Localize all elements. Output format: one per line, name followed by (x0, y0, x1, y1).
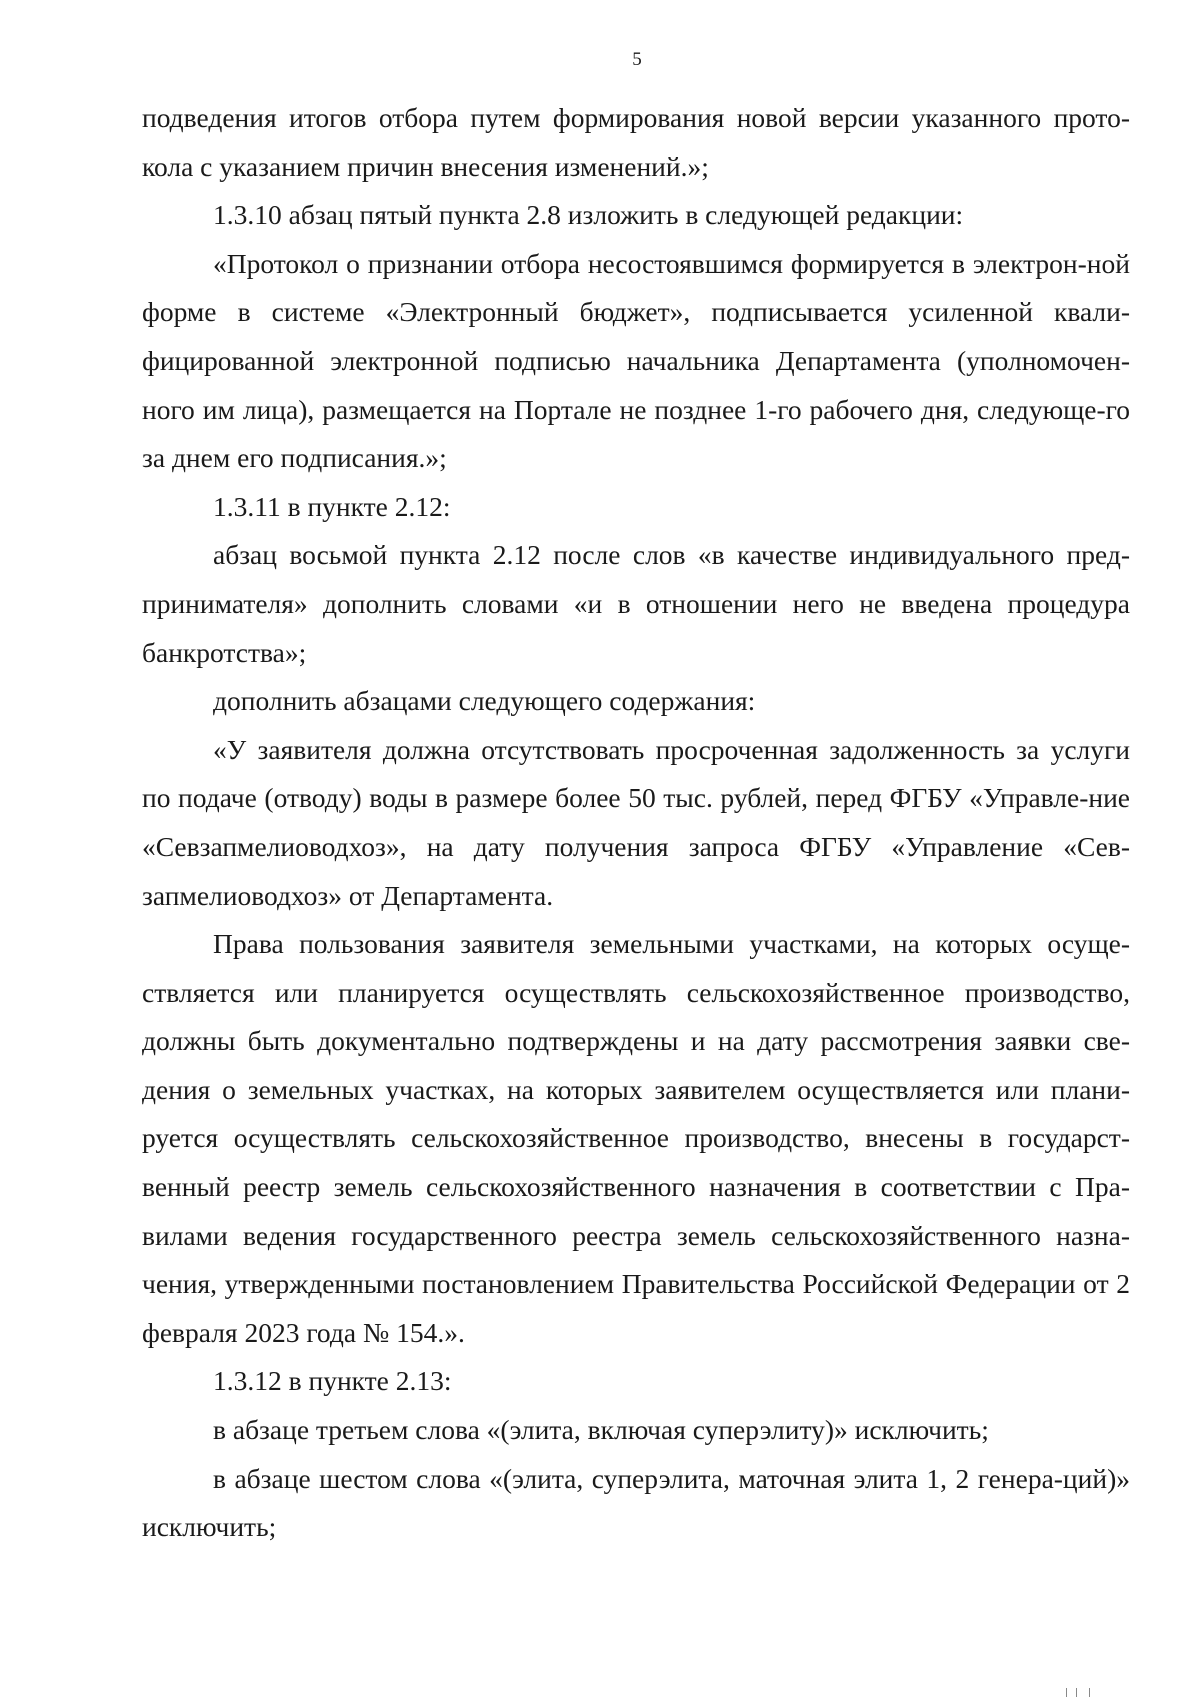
paragraph-quote-protocol: «Протокол о признании отбора несостоявшимся формируется в электрон-ной форме в системе «Электронный бюджет», подписывается усиленной квали-фицированной электронной подписью начальника Департамента (уполномочен-ного им лица), размещается на Портале не позднее 1-го рабочего дня, следующе-го за днем его подписания.»; (142, 247, 1130, 474)
scan-mark (1066, 1688, 1090, 1697)
paragraph-item-1-3-12: 1.3.12 в пункте 2.13: (213, 1365, 452, 1397)
paragraph-quote-debt: «У заявителя должна отсутствовать просроченная задолженность за услуги по подаче (отводу) воды в размере более 50 тыс. рублей, перед ФГБУ «Управле-ние «Севзапмелиоводхоз», на дату получения запроса ФГБУ «Управление «Сев-запмелиоводхоз» от Департамента. (142, 733, 1130, 911)
paragraph-item-1-3-11: 1.3.11 в пункте 2.12: (213, 490, 451, 522)
paragraph-land-rights: Права пользования заявителя земельными участками, на которых осуще-ствляется или планируется осуществлять сельскохозяйственное производство, должны быть документально подтверждены и на дату рассмотрения заявки све-дения о земельных участках, на которых заявителем осуществляется или плани-руется осуществлять сельскохозяйственное производство, внесены в государст-венный реестр земель сельскохозяйственного назначения в соответствии с Пра-вилами ведения государственного реестра земель сельскохозяйственного назна-чения, утвержденными постановлением Правительства Российской Федерации от 2 февраля 2023 года № 154.». (142, 928, 1130, 1348)
paragraph-sixth-clause: в абзаце шестом слова «(элита, суперэлита, маточная элита 1, 2 генера-ций)» исключить; (142, 1462, 1130, 1543)
document-body (142, 94, 1130, 1552)
paragraph-add-clauses: дополнить абзацами следующего содержания: (213, 685, 756, 717)
paragraph-amendment-eighth: абзац восьмой пункта 2.12 после слов «в качестве индивидуального пред-принимателя» дополнить словами «и в отношении него не введена процедура банкротства»; (142, 539, 1130, 668)
paragraph-third-clause: в абзаце третьем слова «(элита, включая суперэлиту)» исключить; (213, 1414, 989, 1446)
paragraph-continuation: подведения итогов отбора путем формирования новой версии указанного прото-кола с указанием причин внесения изменений.»; (142, 102, 1130, 182)
page-number: 5 (632, 49, 642, 70)
paragraph-item-1-3-10: 1.3.10 абзац пятый пункта 2.8 изложить в следующей редакции: (213, 199, 964, 231)
